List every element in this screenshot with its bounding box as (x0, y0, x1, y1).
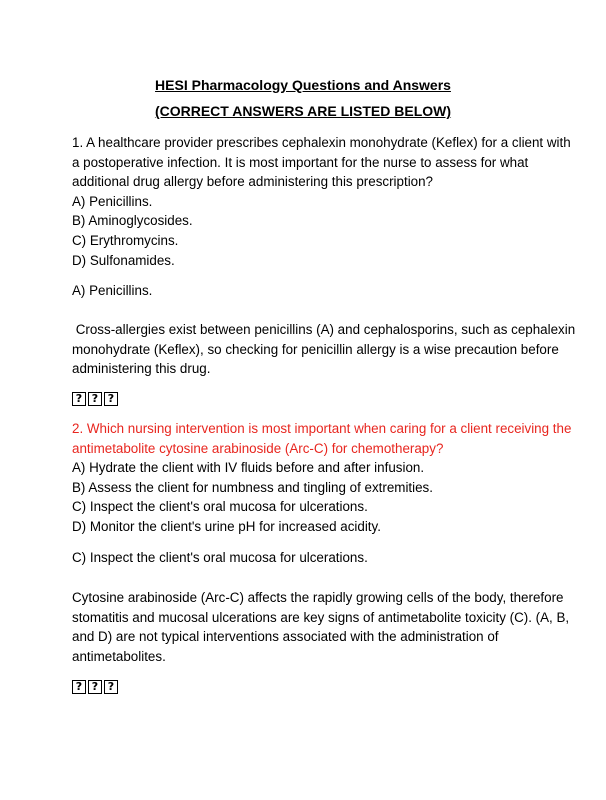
question-line: antimetabolite cytosine arabinoside (Arc-C) for chemotherapy? (72, 440, 444, 456)
rationale-line: administering this drug. (72, 361, 211, 377)
answer-text: A) Penicillins. (72, 283, 153, 298)
option-c: C) Inspect the client's oral mucosa for ulcerations. (72, 499, 368, 515)
missing-glyph-row (72, 392, 118, 408)
option-c: C) Erythromycins. (72, 232, 179, 248)
question-1-text (72, 133, 571, 270)
option-a: A) Penicillins. (72, 193, 153, 209)
missing-glyph-box: ? (72, 680, 86, 694)
question-line: additional drug allergy before administering this prescription? (72, 174, 434, 190)
question-2-text (72, 419, 572, 537)
missing-glyph-box: ? (88, 392, 102, 406)
document-subtitle: (CORRECT ANSWERS ARE LISTED BELOW) (154, 103, 452, 119)
rationale-line: Cross-allergies exist between penicillins (A) and cephalosporins, such as cephalexin (72, 322, 576, 337)
missing-glyph-box: ? (104, 680, 118, 694)
option-b: B) Assess the client for numbness and tingling of extremities. (72, 479, 433, 495)
question-1-rationale (72, 320, 576, 379)
option-d: D) Monitor the client's urine pH for increased acidity. (72, 518, 381, 534)
missing-glyph-box: ? (72, 392, 86, 406)
option-a: A) Hydrate the client with IV fluids before and after infusion. (72, 460, 425, 476)
rationale-line: Cytosine arabinoside (Arc-C) affects the rapidly growing cells of the body, therefore (72, 590, 564, 605)
rationale-line: monohydrate (Keflex), so checking for penicillin allergy is a wise precaution before (72, 341, 559, 357)
question-2-answer (72, 548, 534, 568)
rationale-line: and D) are not typical interventions associated with the administration of (72, 629, 499, 645)
missing-glyph-box: ? (88, 680, 102, 694)
question-line: 2. Which nursing intervention is most important when caring for a client receiving the (72, 421, 572, 436)
question-line: 1. A healthcare provider prescribes cephalexin monohydrate (Keflex) for a client with (72, 135, 571, 150)
question-line: a postoperative infection. It is most important for the nurse to assess for what (72, 154, 529, 170)
question-1-answer (72, 281, 534, 301)
missing-glyph-row (72, 680, 118, 696)
rationale-line: stomatitis and mucosal ulcerations are key signs of antimetabolite toxicity (C). (A, B, (72, 609, 570, 625)
option-d: D) Sulfonamides. (72, 252, 175, 268)
rationale-line: antimetabolites. (72, 648, 166, 664)
missing-glyph-box: ? (104, 392, 118, 406)
option-b: B) Aminoglycosides. (72, 213, 193, 229)
answer-text: C) Inspect the client's oral mucosa for ulcerations. (72, 550, 368, 565)
document-title: HESI Pharmacology Questions and Answers (155, 77, 451, 93)
question-2-rationale (72, 588, 570, 666)
